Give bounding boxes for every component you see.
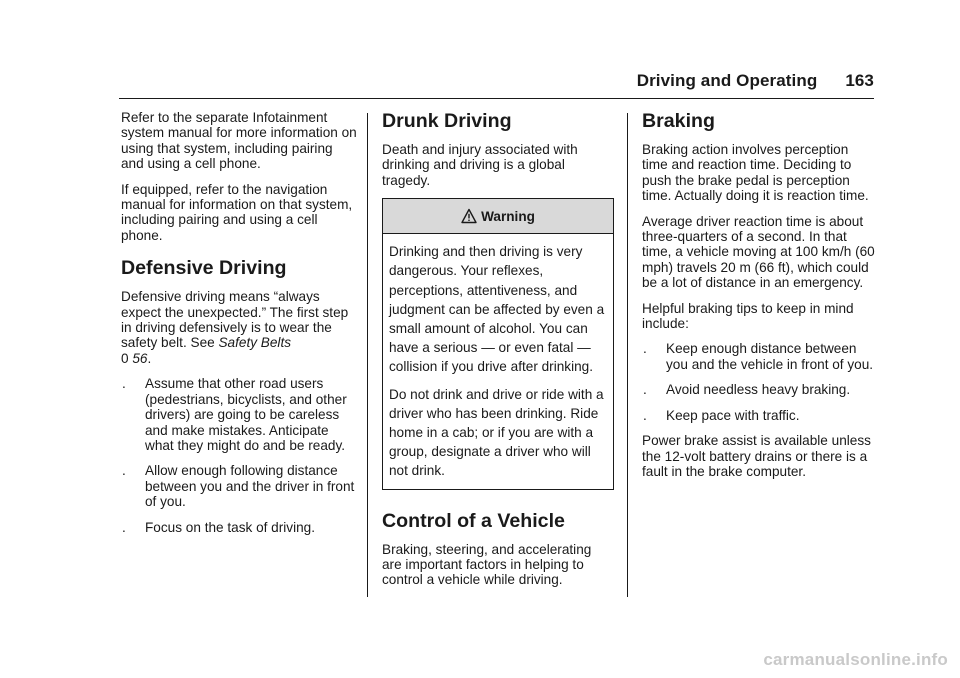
page-header [0, 0, 960, 110]
paragraph-braking-perception: Braking action involves perception time and reaction time. Deciding to push the brake pedal is perception time. Actually doing it is reaction time. [642, 142, 869, 204]
list-item-text: Focus on the task of driving. [145, 519, 316, 535]
defensive-driving-list [121, 376, 359, 535]
column-1 [121, 110, 359, 545]
list-item-text: Allow enough following distance between you and the driver in front of you. [145, 463, 355, 510]
heading-braking: Braking [642, 110, 715, 132]
warning-box [382, 198, 614, 489]
section-title: Driving and Operating [636, 71, 818, 90]
list-item-text: Keep pace with traffic. [666, 407, 800, 423]
bullet-icon: . [122, 376, 126, 392]
paragraph-reaction-time: Average driver reaction time is about three-quarters of a second. In that time, a vehicle moving at 100 km/h (60 mph) travels 20 m (66 ft), which could be a lot of distance in an emergency. [642, 213, 875, 291]
column-2 [382, 110, 614, 598]
bullet-icon: . [122, 463, 126, 479]
list-item [642, 341, 876, 372]
list-item [642, 382, 876, 397]
paragraph-text: Defensive driving means “always expect the unexpected.” The first step in driving defensively is to wear the safety belt. See [121, 289, 349, 351]
list-item-text: Avoid needless heavy braking. [666, 382, 851, 398]
page-ref-arrow-icon: 0 [121, 350, 129, 366]
paragraph-defensive-driving [121, 289, 359, 366]
warning-title: Warning [481, 208, 535, 224]
list-item [642, 408, 876, 423]
paragraph-drunk-driving: Death and injury associated with drinking and driving is a global tragedy. [382, 142, 578, 188]
column-3 [642, 110, 876, 489]
bullet-icon: . [122, 519, 126, 535]
paragraph-infotainment: Refer to the separate Infotainment system manual for more information on using that system, including pairing and using a cell phone. [121, 110, 357, 172]
safety-belts-link[interactable]: Safety Belts [218, 335, 292, 351]
list-item [121, 520, 359, 535]
column-divider-1 [367, 113, 368, 597]
list-item-text: Assume that other road users (pedestrians, bicyclists, and other drivers) are going to be careless and make mistakes. Anticipate what they might do and be ready. [145, 376, 347, 453]
list-item [121, 376, 359, 453]
header-rule [119, 98, 874, 99]
column-divider-2 [627, 113, 628, 597]
warning-triangle-icon [461, 208, 477, 224]
bullet-icon: . [643, 407, 647, 423]
paragraph-control-of-vehicle: Braking, steering, and accelerating are important factors in helping to control a vehicle while driving. [382, 541, 592, 588]
page-ref-number[interactable]: 56 [132, 350, 148, 366]
paragraph-end: . [147, 350, 152, 366]
header-text [637, 71, 874, 91]
list-item [121, 463, 359, 509]
heading-defensive-driving: Defensive Driving [121, 257, 287, 280]
paragraph-power-brake-assist: Power brake assist is available unless the 12-volt battery drains or there is a fault in the brake computer. [642, 433, 871, 479]
braking-tips-list [642, 341, 876, 423]
warning-header [383, 199, 613, 234]
warning-body [383, 234, 613, 480]
bullet-icon: . [643, 382, 647, 398]
heading-drunk-driving: Drunk Driving [382, 110, 512, 132]
warning-paragraph-1: Drinking and then driving is very dangerous. Your reflexes, perceptions, attentiveness, and judgment can be affected by even a small amount of alcohol. You can have a serious — or even fatal — collision if you drive after drinking. [389, 244, 605, 375]
warning-paragraph-2: Do not drink and drive or ride with a driver who has been drinking. Ride home in a cab; or if you are with a group, designate a driver who will not drink. [389, 386, 604, 479]
page-number: 163 [845, 71, 874, 90]
paragraph-navigation: If equipped, refer to the navigation manual for information on that system, including pairing and using a cell phone. [121, 181, 353, 243]
paragraph-braking-tips: Helpful braking tips to keep in mind include: [642, 300, 854, 332]
list-item-text: Keep enough distance between you and the vehicle in front of you. [666, 341, 874, 372]
watermark: carmanualsonline.info [763, 650, 948, 669]
bullet-icon: . [643, 341, 647, 357]
heading-control-of-vehicle: Control of a Vehicle [382, 509, 565, 532]
